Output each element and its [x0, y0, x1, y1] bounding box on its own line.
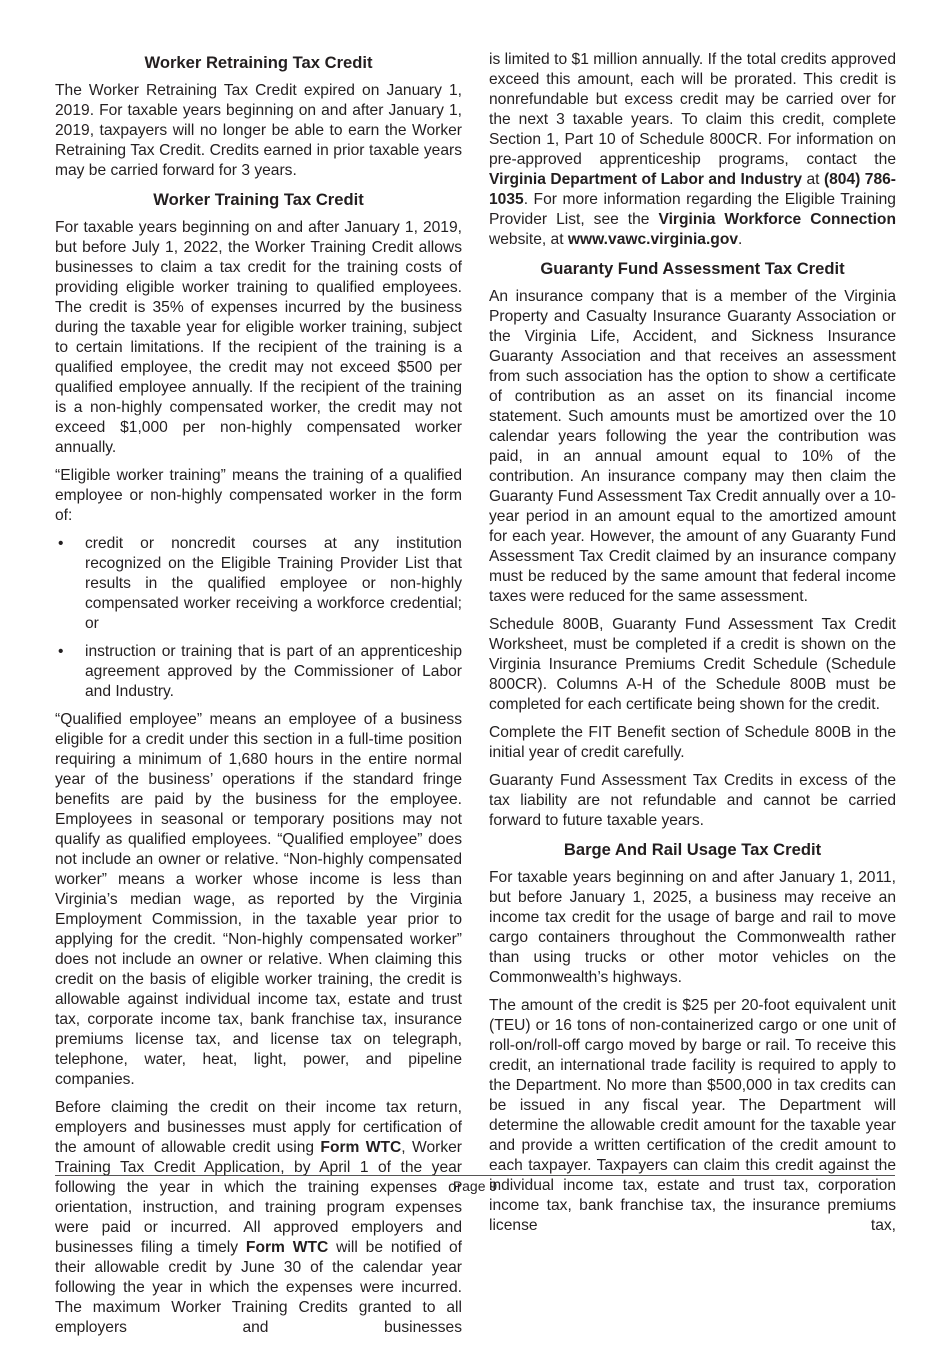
text-run: The Worker Retraining Tax Credit expired on January 1, 2019. For taxable years beginning on and after January 1, 2019, taxpayers will no longer be able to earn the Worker Retraining Tax Credit. Credits earned in prior taxable years may be carried forward for 3 years. — [55, 82, 462, 179]
text-run: Schedule 800B, Guaranty Fund Assessment Tax Credit Worksheet, must be completed if a credit is shown on the Virginia Insurance Premiums Credit Schedule (Schedule 800CR). Columns A-H of the Schedule 800B must be completed for each certificate being shown for the credit. — [489, 616, 896, 713]
paragraph — [489, 287, 896, 607]
paragraph — [489, 868, 896, 988]
right-column — [489, 50, 896, 1244]
section-heading-guaranty-fund-assessment-tax-credit: Guaranty Fund Assessment Tax Credit — [540, 259, 845, 278]
paragraph — [489, 996, 896, 1236]
text-run: website, at — [489, 231, 568, 248]
text-run: Complete the FIT Benefit section of Schedule 800B in the initial year of credit carefully. — [489, 724, 896, 761]
section-heading-worker-retraining-tax-credit: Worker Retraining Tax Credit — [144, 53, 373, 72]
text-run: Before claiming the credit on their income tax return, employers and businesses must apply for certification of the amount of allowable credit using — [55, 1099, 462, 1156]
paragraph — [55, 218, 462, 458]
footer-divider — [55, 1175, 895, 1176]
bullet-list — [55, 534, 462, 702]
paragraph — [55, 1098, 462, 1338]
bold-text: (804) 786-1035 — [489, 171, 896, 208]
section-heading-worker-training-tax-credit: Worker Training Tax Credit — [153, 190, 364, 209]
text-run: is limited to $1 million annually. If the total credits approved exceed this amount, each will be prorated. This credit is nonrefundable but excess credit may be carried over for the next 3 taxable years. To claim this credit, complete Section 1, Part 10 of Schedule 800CR. For information on pre-approved apprenticeship programs, contact the — [489, 51, 896, 168]
text-run: For taxable years beginning on and after January 1, 2011, but before January 1, 2025, a business may receive an income tax credit for the usage of barge and rail to move cargo containers throughout the Commonwealth rather than using trucks or other motor vehicles on the Commonwealth’s highways. — [489, 869, 896, 986]
bold-text: Form WTC — [320, 1139, 402, 1156]
text-run: “Qualified employee” means an employee of a business eligible for a credit under this section in a full-time position requiring a minimum of 1,680 hours in the entire normal year of the business’ operations if the standard fringe benefits are paid by the business for the employee. Employees in seasonal or temporary positions may not qualify as qualified employees. “Qualified employee” does not include an owner or relative. “Non-highly compensated worker” means a worker whose income is less than Virginia’s median wage, as reported by the Virginia Employment Commission, in the taxable year prior to applying for the credit. “Non-highly compensated worker” does not include an owner or relative. When claiming this credit on the basis of eligible worker training, the credit is allowable against individual income tax, estate and trust tax, corporate income tax, bank franchise tax, insurance premiums license tax, and license tax on telegraph, telephone, water, heat, light, power, and pipeline companies. — [55, 711, 462, 1088]
text-run: “Eligible worker training” means the training of a qualified employee or non-highly compensated worker in the form of: — [55, 467, 462, 524]
text-run: For taxable years beginning on and after January 1, 2019, but before July 1, 2022, the Worker Training Credit allows businesses to claim a tax credit for the training costs of providing eligible worker training to qualified employees. The credit is 35% of expenses incurred by the business during the taxable year for eligible worker training, subject to certain limitations. If the recipient of the training is a qualified employee, the credit may not exceed $500 per qualified employee annually. If the recipient of the training is a non-highly compensated worker, the credit may not exceed $1,000 per non-highly compensated worker annually. — [55, 219, 462, 456]
text-run: An insurance company that is a member of the Virginia Property and Casualty Insurance Guaranty Association or the Virginia Life, Accident, and Sickness Insurance Guaranty Association and that receives an assessment from such association has the option to show a certificate of contribution as an asset on its financial income statement. Such amounts must be amortized over the 10 calendar years following the year the contribution was paid, in an annual amount equal to 10% of the contribution. An insurance company may then claim the Guaranty Fund Assessment Tax Credit annually over a 10-year period in an amount equal to the amortized amount for each year. However, the amount of any Guaranty Fund Assessment Tax Credit claimed by an insurance company must be reduced by the same amount that federal income taxes were reduced for the same assessment. — [489, 288, 896, 605]
list-item: • instruction or training that is part of an apprenticeship agreement approved by the Commissioner of Labor and Industry. — [55, 642, 462, 702]
paragraph — [489, 723, 896, 763]
text-run: Guaranty Fund Assessment Tax Credits in excess of the tax liability are not refundable and cannot be carried forward to future taxable years. — [489, 772, 896, 829]
bold-text: Form WTC — [245, 1239, 329, 1256]
page-number: Page 9 — [452, 1178, 498, 1194]
bold-text: Virginia Department of Labor and Industry — [489, 171, 803, 188]
text-run: . For more information regarding the Eligible Training Provider List, see the — [489, 191, 896, 228]
text-run: . — [738, 231, 743, 248]
text-run: The amount of the credit is $25 per 20-foot equivalent unit (TEU) or 16 tons of non-containerized cargo or one unit of roll-on/roll-off cargo moved by barge or rail. To receive this credit, an international trade facility is required to apply to the Department. No more than $500,000 in tax credits can be issued in any fiscal year. The Department will determine the allowable credit amount for the taxable year and provide a written certification of the credit amount to each taxpayer. Taxpayers can claim this credit against the individual income tax, estate and trust tax, corporation income tax, bank franchise tax, the insurance premiums license tax, — [489, 997, 896, 1234]
bold-text: www.vawc.virginia.gov — [567, 231, 739, 248]
list-item: • credit or noncredit courses at any institution recognized on the Eligible Training Provider List that results in the qualified employee or non-highly compensated worker receiving a workforce credential; or — [55, 534, 462, 634]
left-column — [55, 50, 462, 1346]
paragraph — [489, 771, 896, 831]
paragraph — [55, 710, 462, 1090]
paragraph — [489, 615, 896, 715]
paragraph — [55, 466, 462, 526]
bold-text: Virginia Workforce Connection — [658, 211, 896, 228]
paragraph — [55, 81, 462, 181]
text-run: at — [802, 171, 824, 188]
text-run: will be notified of their allowable credit by June 30 of the calendar year following the year in which the expenses were incurred. The maximum Worker Training Credits granted to all employers and businesses — [55, 1239, 463, 1336]
section-heading-barge-and-rail-usage-tax-credit: Barge And Rail Usage Tax Credit — [563, 840, 822, 859]
text-run: , Worker Training Tax Credit Application, by April 1 of the year following the year in which the training expenses or orientation, instruction, and training program expenses were paid or incurred. All approved employers and businesses filing a timely — [55, 1139, 462, 1256]
paragraph — [489, 50, 896, 250]
